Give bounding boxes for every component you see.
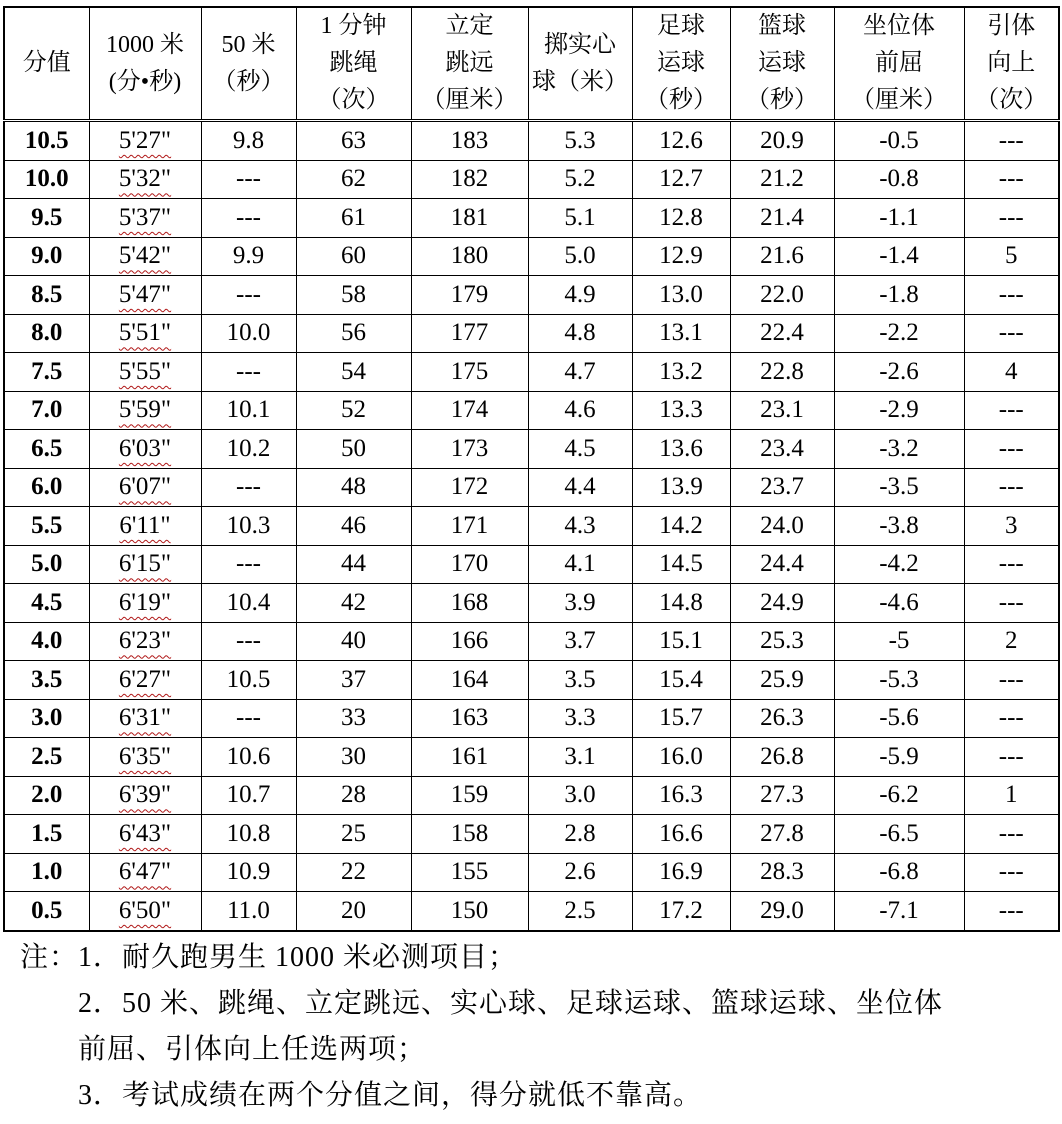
value-cell: [89, 199, 201, 238]
value-cell: 175: [411, 353, 528, 392]
column-header-line: （次）: [317, 87, 390, 113]
value-cell: ---: [964, 699, 1059, 738]
value-cell: 23.4: [730, 430, 834, 469]
value-cell: [89, 237, 201, 276]
table-row: [4, 237, 1059, 276]
table-row: [4, 507, 1059, 546]
time-value: 5'32": [118, 165, 172, 193]
column-header-line: （秒）: [645, 87, 717, 113]
value-cell: 3.9: [528, 584, 632, 623]
table-row: [4, 584, 1059, 623]
value-cell: 159: [411, 776, 528, 815]
value-cell: -3.8: [834, 507, 964, 546]
value-cell: -2.9: [834, 391, 964, 430]
table-row: [4, 545, 1059, 584]
value-cell: 10.5: [201, 661, 296, 700]
column-header-5: [528, 7, 632, 121]
value-cell: 62: [296, 160, 411, 199]
column-header-line: 坐位体: [863, 13, 935, 39]
column-header-line: （次）: [975, 87, 1048, 113]
value-cell: 12.8: [632, 199, 730, 238]
value-cell: -1.8: [834, 276, 964, 315]
score-cell: 4.0: [4, 622, 89, 661]
value-cell: 3.5: [528, 661, 632, 700]
value-cell: 16.6: [632, 815, 730, 854]
score-cell: 6.5: [4, 430, 89, 469]
table-row: [4, 661, 1059, 700]
value-cell: -4.2: [834, 545, 964, 584]
value-cell: [89, 545, 201, 584]
value-cell: 24.9: [730, 584, 834, 623]
value-cell: 16.9: [632, 853, 730, 892]
value-cell: 23.7: [730, 468, 834, 507]
time-value: 6'31": [118, 704, 172, 732]
time-value: 5'27": [118, 126, 172, 154]
value-cell: 12.9: [632, 237, 730, 276]
value-cell: 60: [296, 237, 411, 276]
value-cell: 168: [411, 584, 528, 623]
value-cell: ---: [964, 738, 1059, 777]
value-cell: -0.5: [834, 121, 964, 161]
value-cell: 13.0: [632, 276, 730, 315]
value-cell: ---: [201, 545, 296, 584]
time-value: 6'47": [118, 858, 172, 886]
value-cell: 4.9: [528, 276, 632, 315]
column-header-line: （厘米）: [851, 87, 947, 113]
value-cell: 21.6: [730, 237, 834, 276]
time-value: 6'23": [118, 627, 172, 655]
value-cell: 20.9: [730, 121, 834, 161]
score-cell: 4.5: [4, 584, 89, 623]
note-line-4: 3．考试成绩在两个分值之间，得分就低不靠高。: [78, 1080, 703, 1111]
value-cell: 40: [296, 622, 411, 661]
value-cell: 10.4: [201, 584, 296, 623]
table-row: [4, 699, 1059, 738]
value-cell: 164: [411, 661, 528, 700]
value-cell: 10.6: [201, 738, 296, 777]
value-cell: [89, 661, 201, 700]
column-header-line: 运球: [758, 50, 806, 76]
value-cell: 5: [964, 237, 1059, 276]
value-cell: [89, 121, 201, 161]
value-cell: [89, 584, 201, 623]
value-cell: 25.3: [730, 622, 834, 661]
column-header-line: 立定: [445, 13, 494, 39]
score-cell: 8.0: [4, 314, 89, 353]
value-cell: ---: [201, 276, 296, 315]
value-cell: ---: [964, 468, 1059, 507]
time-value: 6'07": [118, 473, 172, 501]
column-header-line: 50 米: [221, 31, 276, 58]
column-header-line: （秒）: [212, 68, 285, 95]
value-cell: 21.4: [730, 199, 834, 238]
score-cell: 9.5: [4, 199, 89, 238]
time-value: 5'55": [118, 357, 172, 385]
column-header-line: 球（米）: [532, 68, 628, 95]
value-cell: ---: [964, 276, 1059, 315]
value-cell: 181: [411, 199, 528, 238]
value-cell: ---: [964, 892, 1059, 931]
value-cell: 42: [296, 584, 411, 623]
score-cell: 8.5: [4, 276, 89, 315]
value-cell: 30: [296, 738, 411, 777]
value-cell: 17.2: [632, 892, 730, 931]
value-cell: [89, 699, 201, 738]
value-cell: 26.8: [730, 738, 834, 777]
column-header-0: [4, 7, 89, 121]
score-cell: 0.5: [4, 892, 89, 931]
table-row: [4, 853, 1059, 892]
value-cell: -4.6: [834, 584, 964, 623]
value-cell: 54: [296, 353, 411, 392]
time-value: 5'42": [118, 242, 172, 270]
column-header-line: 1000 米: [106, 31, 184, 58]
value-cell: -1.1: [834, 199, 964, 238]
table-row: [4, 468, 1059, 507]
score-cell: 2.0: [4, 776, 89, 815]
value-cell: 15.1: [632, 622, 730, 661]
value-cell: 10.2: [201, 430, 296, 469]
value-cell: 14.8: [632, 584, 730, 623]
value-cell: 25.9: [730, 661, 834, 700]
value-cell: 10.1: [201, 391, 296, 430]
value-cell: 1: [964, 776, 1059, 815]
score-cell: 9.0: [4, 237, 89, 276]
column-header-line: 1 分钟: [320, 13, 387, 39]
value-cell: 10.7: [201, 776, 296, 815]
value-cell: 177: [411, 314, 528, 353]
time-value: 6'11": [119, 511, 171, 539]
value-cell: 166: [411, 622, 528, 661]
time-value: 5'51": [118, 319, 172, 347]
value-cell: 4.8: [528, 314, 632, 353]
value-cell: [89, 622, 201, 661]
score-table: [3, 6, 1060, 932]
value-cell: 174: [411, 391, 528, 430]
table-row: [4, 430, 1059, 469]
value-cell: 15.4: [632, 661, 730, 700]
value-cell: 33: [296, 699, 411, 738]
time-value: 5'59": [118, 396, 172, 424]
column-header-4: [411, 7, 528, 121]
value-cell: 4.7: [528, 353, 632, 392]
column-header-line: （秒）: [746, 87, 818, 113]
value-cell: -5: [834, 622, 964, 661]
value-cell: 12.6: [632, 121, 730, 161]
value-cell: 3.3: [528, 699, 632, 738]
value-cell: ---: [964, 199, 1059, 238]
value-cell: 23.1: [730, 391, 834, 430]
value-cell: 3: [964, 507, 1059, 546]
table-row: [4, 353, 1059, 392]
value-cell: [89, 738, 201, 777]
value-cell: 16.0: [632, 738, 730, 777]
score-cell: 3.0: [4, 699, 89, 738]
value-cell: ---: [964, 160, 1059, 199]
table-row: [4, 622, 1059, 661]
value-cell: 46: [296, 507, 411, 546]
table-row: [4, 276, 1059, 315]
column-header-3: [296, 7, 411, 121]
value-cell: -5.6: [834, 699, 964, 738]
table-row: [4, 314, 1059, 353]
value-cell: 25: [296, 815, 411, 854]
value-cell: 21.2: [730, 160, 834, 199]
value-cell: ---: [964, 853, 1059, 892]
value-cell: ---: [964, 314, 1059, 353]
value-cell: -6.8: [834, 853, 964, 892]
value-cell: 4.4: [528, 468, 632, 507]
column-header-line: (分•秒): [108, 68, 182, 95]
header-row: [4, 7, 1059, 121]
value-cell: 16.3: [632, 776, 730, 815]
value-cell: [89, 815, 201, 854]
value-cell: 56: [296, 314, 411, 353]
value-cell: 12.7: [632, 160, 730, 199]
table-body: [4, 121, 1059, 931]
value-cell: 2.5: [528, 892, 632, 931]
value-cell: ---: [201, 160, 296, 199]
table-row: [4, 121, 1059, 161]
value-cell: 13.2: [632, 353, 730, 392]
value-cell: ---: [964, 430, 1059, 469]
value-cell: 29.0: [730, 892, 834, 931]
value-cell: [89, 507, 201, 546]
value-cell: 150: [411, 892, 528, 931]
value-cell: 182: [411, 160, 528, 199]
value-cell: 27.3: [730, 776, 834, 815]
value-cell: 13.3: [632, 391, 730, 430]
value-cell: -5.9: [834, 738, 964, 777]
value-cell: -1.4: [834, 237, 964, 276]
value-cell: -2.2: [834, 314, 964, 353]
value-cell: -0.8: [834, 160, 964, 199]
value-cell: [89, 353, 201, 392]
value-cell: 2: [964, 622, 1059, 661]
value-cell: [89, 276, 201, 315]
value-cell: 44: [296, 545, 411, 584]
score-cell: 10.5: [4, 121, 89, 161]
value-cell: 22.0: [730, 276, 834, 315]
table-header: [4, 7, 1059, 121]
value-cell: 4.3: [528, 507, 632, 546]
value-cell: -5.3: [834, 661, 964, 700]
table-row: [4, 199, 1059, 238]
value-cell: -6.5: [834, 815, 964, 854]
value-cell: -2.6: [834, 353, 964, 392]
value-cell: [89, 314, 201, 353]
value-cell: 5.2: [528, 160, 632, 199]
column-header-line: 运球: [657, 50, 705, 76]
value-cell: 3.0: [528, 776, 632, 815]
value-cell: 5.1: [528, 199, 632, 238]
value-cell: 10.9: [201, 853, 296, 892]
value-cell: 14.2: [632, 507, 730, 546]
column-header-line: 引体: [987, 13, 1036, 39]
value-cell: 10.8: [201, 815, 296, 854]
column-header-2: [201, 7, 296, 121]
value-cell: 9.8: [201, 121, 296, 161]
score-cell: 7.0: [4, 391, 89, 430]
time-value: 6'15": [118, 550, 172, 578]
value-cell: [89, 391, 201, 430]
value-cell: [89, 776, 201, 815]
value-cell: 10.0: [201, 314, 296, 353]
score-cell: 1.0: [4, 853, 89, 892]
table-row: [4, 391, 1059, 430]
value-cell: ---: [964, 121, 1059, 161]
value-cell: 13.9: [632, 468, 730, 507]
notes: [20, 935, 1050, 1119]
table-row: [4, 738, 1059, 777]
value-cell: [89, 430, 201, 469]
value-cell: ---: [201, 622, 296, 661]
column-header-6: [632, 7, 730, 121]
value-cell: 24.0: [730, 507, 834, 546]
value-cell: 22: [296, 853, 411, 892]
time-value: 6'35": [118, 742, 172, 770]
score-cell: 10.0: [4, 160, 89, 199]
value-cell: 5.0: [528, 237, 632, 276]
value-cell: 170: [411, 545, 528, 584]
score-cell: 1.5: [4, 815, 89, 854]
value-cell: 3.7: [528, 622, 632, 661]
value-cell: 172: [411, 468, 528, 507]
column-header-line: 向上: [987, 50, 1036, 76]
value-cell: 4.1: [528, 545, 632, 584]
value-cell: -6.2: [834, 776, 964, 815]
column-header-line: 足球: [657, 13, 705, 39]
value-cell: [89, 468, 201, 507]
column-header-1: [89, 7, 201, 121]
column-header-line: 分值: [22, 50, 71, 76]
value-cell: ---: [201, 468, 296, 507]
value-cell: 3.1: [528, 738, 632, 777]
column-header-line: 跳远: [445, 50, 494, 76]
value-cell: 2.8: [528, 815, 632, 854]
value-cell: 26.3: [730, 699, 834, 738]
value-cell: -3.2: [834, 430, 964, 469]
value-cell: ---: [201, 353, 296, 392]
value-cell: 28.3: [730, 853, 834, 892]
value-cell: 22.4: [730, 314, 834, 353]
value-cell: 158: [411, 815, 528, 854]
time-value: 6'50": [118, 896, 172, 924]
value-cell: 20: [296, 892, 411, 931]
column-header-9: [964, 7, 1059, 121]
value-cell: ---: [964, 661, 1059, 700]
column-header-line: 篮球: [758, 13, 806, 39]
column-header-8: [834, 7, 964, 121]
value-cell: 163: [411, 699, 528, 738]
value-cell: 11.0: [201, 892, 296, 931]
value-cell: 28: [296, 776, 411, 815]
value-cell: 4.5: [528, 430, 632, 469]
value-cell: 13.6: [632, 430, 730, 469]
value-cell: 173: [411, 430, 528, 469]
value-cell: ---: [964, 391, 1059, 430]
time-value: 5'37": [118, 203, 172, 231]
time-value: 6'19": [118, 588, 172, 616]
value-cell: 50: [296, 430, 411, 469]
value-cell: 27.8: [730, 815, 834, 854]
column-header-line: 掷实心: [544, 31, 616, 58]
value-cell: ---: [964, 584, 1059, 623]
time-value: 6'03": [118, 434, 172, 462]
value-cell: 15.7: [632, 699, 730, 738]
note-line-3: 前屈、引体向上任选两项；: [78, 1034, 427, 1065]
score-cell: 5.0: [4, 545, 89, 584]
table-row: [4, 815, 1059, 854]
table-row: [4, 776, 1059, 815]
value-cell: 22.8: [730, 353, 834, 392]
value-cell: 63: [296, 121, 411, 161]
value-cell: 180: [411, 237, 528, 276]
column-header-7: [730, 7, 834, 121]
note-line-1: 注：1．耐久跑男生 1000 米必测项目；: [20, 942, 518, 973]
value-cell: 183: [411, 121, 528, 161]
value-cell: -3.5: [834, 468, 964, 507]
value-cell: 2.6: [528, 853, 632, 892]
value-cell: 9.9: [201, 237, 296, 276]
value-cell: [89, 892, 201, 931]
value-cell: [89, 160, 201, 199]
time-value: 5'47": [118, 280, 172, 308]
value-cell: 52: [296, 391, 411, 430]
table-row: [4, 892, 1059, 931]
value-cell: 61: [296, 199, 411, 238]
value-cell: 24.4: [730, 545, 834, 584]
time-value: 6'39": [118, 781, 172, 809]
value-cell: ---: [201, 199, 296, 238]
value-cell: ---: [964, 815, 1059, 854]
value-cell: 5.3: [528, 121, 632, 161]
score-cell: 6.0: [4, 468, 89, 507]
value-cell: 14.5: [632, 545, 730, 584]
value-cell: ---: [964, 545, 1059, 584]
value-cell: 4: [964, 353, 1059, 392]
value-cell: 58: [296, 276, 411, 315]
value-cell: 37: [296, 661, 411, 700]
value-cell: 48: [296, 468, 411, 507]
value-cell: 179: [411, 276, 528, 315]
value-cell: 171: [411, 507, 528, 546]
value-cell: 13.1: [632, 314, 730, 353]
value-cell: 161: [411, 738, 528, 777]
score-cell: 5.5: [4, 507, 89, 546]
score-cell: 2.5: [4, 738, 89, 777]
score-cell: 7.5: [4, 353, 89, 392]
column-header-line: 跳绳: [329, 50, 378, 76]
value-cell: [89, 853, 201, 892]
note-line-2: 2．50 米、跳绳、立定跳远、实心球、足球运球、篮球运球、坐位体: [78, 988, 944, 1019]
time-value: 6'43": [118, 819, 172, 847]
time-value: 6'27": [118, 665, 172, 693]
score-cell: 3.5: [4, 661, 89, 700]
table-row: [4, 160, 1059, 199]
value-cell: ---: [201, 699, 296, 738]
value-cell: -7.1: [834, 892, 964, 931]
value-cell: 10.3: [201, 507, 296, 546]
column-header-line: 前屈: [875, 50, 923, 76]
column-header-line: （厘米）: [421, 87, 518, 113]
value-cell: 155: [411, 853, 528, 892]
value-cell: 4.6: [528, 391, 632, 430]
